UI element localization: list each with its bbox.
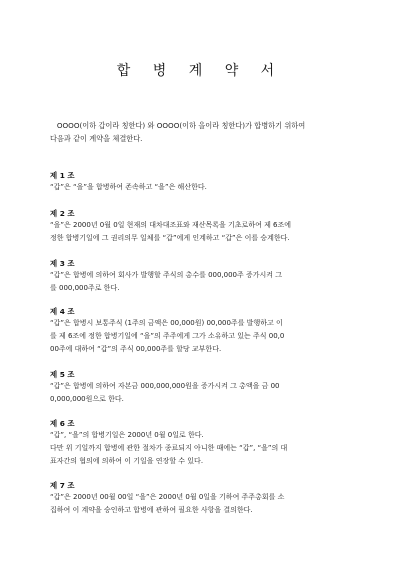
article-title: 제 5 조 [50,370,75,379]
article-title: 제 7 조 [50,481,75,490]
article-title: 제 4 조 [50,307,75,316]
article-body: “갑”은 2000년 00월 00일 “을”은 2000년 0월 0일을 기하여 주주총회를 소 집하여 이 계약을 승인하고 합병에 관하여 필요한 사항을 결의한다. [50,493,285,514]
article-body: “갑”은 합병시 보통주식 (1주의 금액은 00,000원) 00,000주를 발행하고 이 를 제 6조에 정한 합병기일에 “을”의 주주에게 그가 소유하고 있는 주식 00,0 00주에 대하여 “갑”의 주식 00,000주를 할당 교부한다. [50,319,285,353]
article-7 [50,480,390,517]
article-3 [50,258,390,295]
article-2 [50,208,390,245]
article-4 [50,306,390,356]
article-title: 제 2 조 [50,209,75,218]
article-6 [50,418,390,468]
document-title: 합 병 계 약 서 [116,63,284,79]
article-1 [50,170,390,194]
article-title: 제 1 조 [50,171,75,180]
article-5 [50,369,390,406]
article-body: “갑”은 합병에 의하여 회사가 발행할 주식의 총수를 000,000주 증가시켜 그 를 000,000주로 한다. [50,271,283,292]
article-body: “을”은 2000년 0월 0일 현재의 대차대조표와 재산목록을 기초로하여 제 6조에 정한 합병기일에 그 권리의무 일체를 “갑”에게 인계하고 “갑”은 이를 승계한다. [50,221,292,242]
intro-paragraph: OOOO(이하 갑이라 칭한다) 와 OOOO(이하 을이라 칭한다)가 합병하기 위하여 다음과 같이 계약을 체결한다. [50,121,306,143]
article-title: 제 3 조 [50,259,75,268]
article-body: “갑”은 합병에 의하여 자본금 000,000,000원을 증가시켜 그 총액을 금 00 0,000,000원으로 한다. [50,382,280,403]
article-body: “갑”은 “을”을 합병하여 존속하고 “을”은 해산한다. [50,183,207,191]
article-title: 제 6 조 [50,419,75,428]
article-body: “갑”, “을”의 합병기일은 2000년 0월 0일로 한다. 다만 위 기일까지 합병에 관한 절차가 종료되지 아니한 때에는 “갑”, “을”의 대 표자간의 협의에 의하여 이 기일을 연장할 수 있다. [50,431,288,465]
